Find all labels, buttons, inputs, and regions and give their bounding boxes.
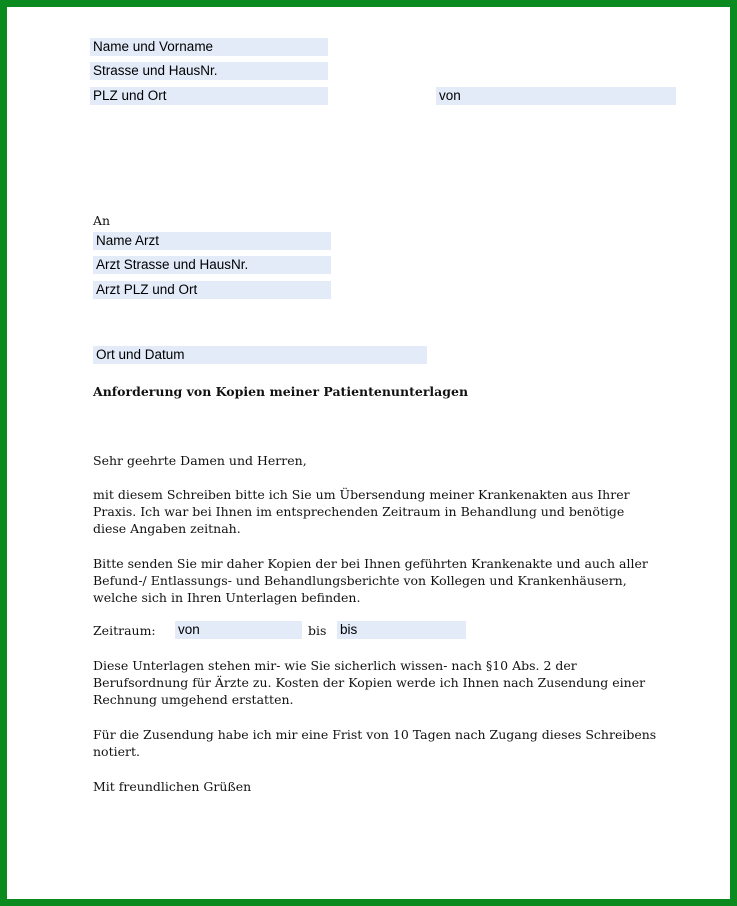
paragraph-line: notiert. (93, 744, 140, 759)
paragraph-legal (93, 657, 645, 708)
letter-page (7, 7, 730, 899)
salutation: Sehr geehrte Damen und Herren, (93, 453, 307, 468)
paragraph-line: diese Angaben zeitnah. (93, 521, 241, 536)
recipient-name-field[interactable]: Name Arzt (93, 232, 331, 250)
place-date-field[interactable]: Ort und Datum (93, 346, 427, 364)
period-to-label: bis (308, 623, 327, 638)
paragraph-line: Für die Zusendung habe ich mir eine Frist von 10 Tagen nach Zugang dieses Schreibens (93, 727, 657, 742)
paragraph-line: welche sich in Ihren Unterlagen befinden. (93, 590, 361, 605)
period-from-field[interactable]: von (175, 621, 302, 639)
recipient-city-field[interactable]: Arzt PLZ und Ort (93, 281, 331, 299)
sender-city-field[interactable]: PLZ und Ort (90, 87, 328, 105)
paragraph-request (93, 486, 630, 537)
recipient-to-label: An (93, 213, 111, 228)
paragraph-deadline (93, 726, 656, 760)
paragraph-line: Diese Unterlagen stehen mir- wie Sie sicherlich wissen- nach §10 Abs. 2 der (93, 658, 577, 673)
recipient-street-field[interactable]: Arzt Strasse und HausNr. (93, 256, 331, 274)
paragraph-line: Rechnung umgehend erstatten. (93, 692, 294, 707)
paragraph-line: Befund-/ Entlassungs- und Behandlungsberichte von Kollegen und Krankenhäusern, (93, 573, 627, 588)
sender-from-field[interactable]: von (436, 87, 676, 105)
period-label: Zeitraum: (93, 623, 156, 638)
paragraph-line: Berufsordnung für Ärzte zu. Kosten der Kopien werde ich Ihnen nach Zusendung einer (93, 675, 646, 690)
paragraph-copies (93, 555, 648, 606)
closing: Mit freundlichen Grüßen (93, 779, 252, 794)
letter-subject: Anforderung von Kopien meiner Patientenunterlagen (93, 384, 469, 399)
paragraph-line: mit diesem Schreiben bitte ich Sie um Übersendung meiner Krankenakten aus Ihrer (93, 487, 630, 502)
sender-name-field[interactable]: Name und Vorname (90, 38, 328, 56)
period-to-field[interactable]: bis (337, 621, 466, 639)
paragraph-line: Praxis. Ich war bei Ihnen im entsprechenden Zeitraum in Behandlung und benötige (93, 504, 625, 519)
sender-street-field[interactable]: Strasse und HausNr. (90, 62, 328, 80)
paragraph-line: Bitte senden Sie mir daher Kopien der bei Ihnen geführten Krankenakte und auch aller (93, 556, 648, 571)
